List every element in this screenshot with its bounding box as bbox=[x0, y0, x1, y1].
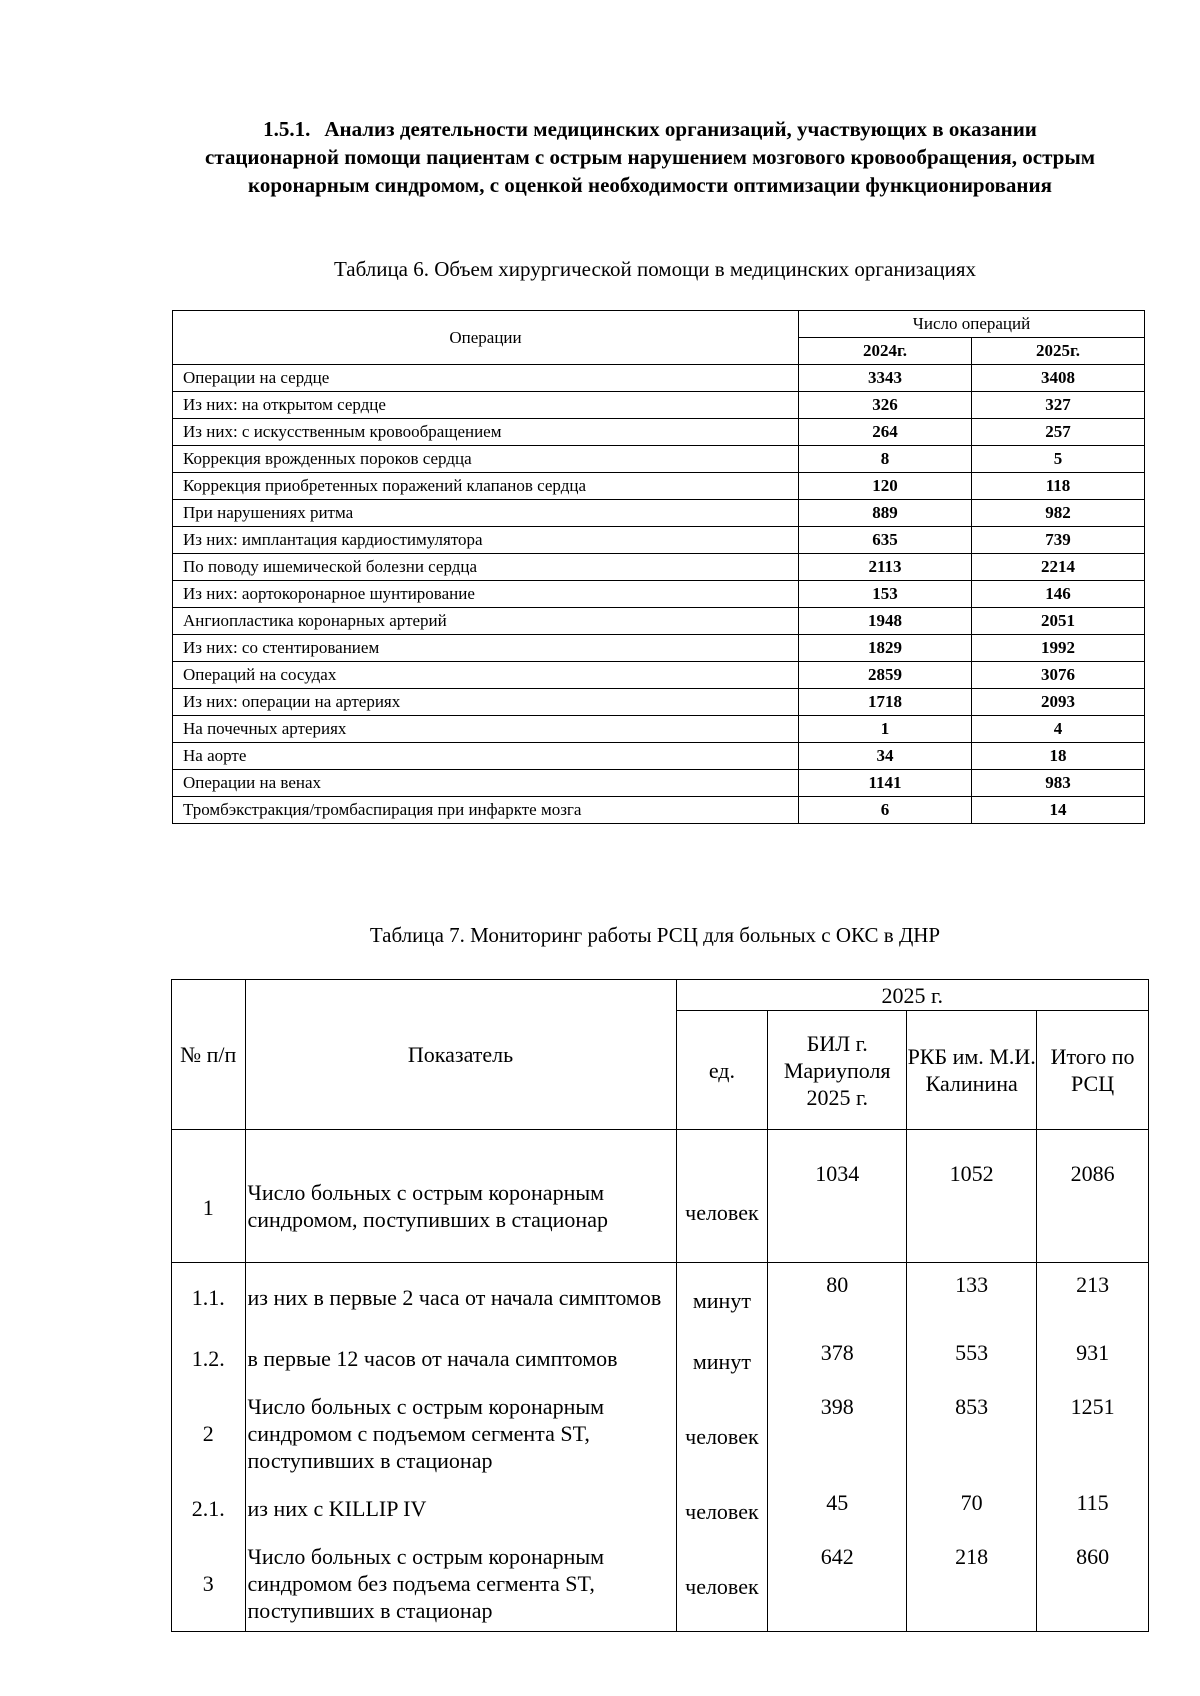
table6-caption: Таблица 6. Объем хирургической помощи в медицинских организациях bbox=[333, 257, 977, 281]
value-2025: 146 bbox=[972, 581, 1145, 608]
row-number: 3 bbox=[172, 1535, 246, 1632]
unit: человек bbox=[676, 1130, 768, 1263]
header-operation-count: Число операций bbox=[799, 311, 1145, 338]
operation-name: Из них: аортокоронарное шунтирование bbox=[173, 581, 799, 608]
value-2025: 2214 bbox=[972, 554, 1145, 581]
value-mariupol: 80 bbox=[768, 1263, 907, 1332]
row-number: 2 bbox=[172, 1385, 246, 1481]
header-year-2025: 2025г. bbox=[972, 338, 1145, 365]
value-2025: 257 bbox=[972, 419, 1145, 446]
table-row bbox=[173, 608, 1145, 635]
value-2024: 1718 bbox=[799, 689, 972, 716]
row-number: 1.1. bbox=[172, 1263, 246, 1332]
section-number: 1.5.1. bbox=[263, 117, 311, 141]
row-number: 2.1. bbox=[172, 1481, 246, 1535]
header-unit: ед. bbox=[676, 1011, 768, 1130]
operation-name: Из них: со стентированием bbox=[173, 635, 799, 662]
header-operations: Операции bbox=[173, 311, 799, 365]
value-kalinin: 1052 bbox=[907, 1130, 1037, 1263]
value-2025: 982 bbox=[972, 500, 1145, 527]
table-row bbox=[173, 716, 1145, 743]
operation-name: На почечных артериях bbox=[173, 716, 799, 743]
unit: человек bbox=[676, 1481, 768, 1535]
operation-name: Из них: на открытом сердце bbox=[173, 392, 799, 419]
value-mariupol: 378 bbox=[768, 1331, 907, 1385]
unit: человек bbox=[676, 1385, 768, 1481]
table-row bbox=[173, 689, 1145, 716]
surgical-operations-table bbox=[172, 310, 1145, 824]
value-2025: 14 bbox=[972, 797, 1145, 824]
value-2024: 326 bbox=[799, 392, 972, 419]
operation-name: На аорте bbox=[173, 743, 799, 770]
indicator-text: из них с KILLIP IV bbox=[245, 1481, 676, 1535]
table-row bbox=[173, 365, 1145, 392]
value-total: 860 bbox=[1037, 1535, 1149, 1632]
operation-name: Коррекция приобретенных поражений клапанов сердца bbox=[173, 473, 799, 500]
value-2025: 983 bbox=[972, 770, 1145, 797]
table-row bbox=[173, 662, 1145, 689]
value-2024: 153 bbox=[799, 581, 972, 608]
indicator-text: Число больных с острым коронарным синдромом без подъема сегмента ST, поступивших в стационар bbox=[245, 1535, 676, 1632]
table7-body bbox=[172, 1130, 1149, 1632]
operation-name: Тромбэкстракция/тромбаспирация при инфаркте мозга bbox=[173, 797, 799, 824]
value-2024: 1141 bbox=[799, 770, 972, 797]
value-mariupol: 1034 bbox=[768, 1130, 907, 1263]
value-mariupol: 642 bbox=[768, 1535, 907, 1632]
value-2024: 635 bbox=[799, 527, 972, 554]
value-2025: 5 bbox=[972, 446, 1145, 473]
table6-body bbox=[173, 365, 1145, 824]
unit: минут bbox=[676, 1263, 768, 1332]
value-total: 213 bbox=[1037, 1263, 1149, 1332]
value-total: 931 bbox=[1037, 1331, 1149, 1385]
table-row bbox=[172, 1535, 1149, 1632]
unit: человек bbox=[676, 1535, 768, 1632]
value-2025: 2093 bbox=[972, 689, 1145, 716]
operation-name: Из них: с искусственным кровообращением bbox=[173, 419, 799, 446]
table-row bbox=[172, 1481, 1149, 1535]
value-kalinin: 133 bbox=[907, 1263, 1037, 1332]
unit: минут bbox=[676, 1331, 768, 1385]
value-kalinin: 218 bbox=[907, 1535, 1037, 1632]
table7-caption: Таблица 7. Мониторинг работы РСЦ для больных с ОКС в ДНР bbox=[369, 923, 941, 947]
header-year-group: 2025 г. bbox=[676, 980, 1148, 1011]
table-row bbox=[172, 1331, 1149, 1385]
value-2025: 3076 bbox=[972, 662, 1145, 689]
value-2024: 1948 bbox=[799, 608, 972, 635]
table-row bbox=[173, 446, 1145, 473]
value-2025: 4 bbox=[972, 716, 1145, 743]
header-total-rsc: Итого по РСЦ bbox=[1037, 1011, 1149, 1130]
section-title: Анализ деятельности медицинских организаций, участвующих в оказании стационарной помощи пациентам с острым нарушением мозгового кровообращения, острым коронарным синдромом, с оценкой необходимости оптимизации функционирования bbox=[204, 117, 1096, 197]
value-2024: 1829 bbox=[799, 635, 972, 662]
value-2025: 18 bbox=[972, 743, 1145, 770]
operation-name: Операции на венах bbox=[173, 770, 799, 797]
value-total: 1251 bbox=[1037, 1385, 1149, 1481]
table-row bbox=[173, 635, 1145, 662]
value-2025: 327 bbox=[972, 392, 1145, 419]
value-2024: 2859 bbox=[799, 662, 972, 689]
table-row bbox=[173, 500, 1145, 527]
value-kalinin: 70 bbox=[907, 1481, 1037, 1535]
value-total: 2086 bbox=[1037, 1130, 1149, 1263]
value-2024: 889 bbox=[799, 500, 972, 527]
value-2024: 8 bbox=[799, 446, 972, 473]
table-row bbox=[173, 473, 1145, 500]
value-2024: 3343 bbox=[799, 365, 972, 392]
operation-name: Коррекция врожденных пороков сердца bbox=[173, 446, 799, 473]
indicator-text: Число больных с острым коронарным синдромом, поступивших в стационар bbox=[245, 1130, 676, 1263]
indicator-text: в первые 12 часов от начала симптомов bbox=[245, 1331, 676, 1385]
table-row bbox=[172, 1130, 1149, 1263]
operation-name: Ангиопластика коронарных артерий bbox=[173, 608, 799, 635]
header-year-2024: 2024г. bbox=[799, 338, 972, 365]
value-mariupol: 45 bbox=[768, 1481, 907, 1535]
table-row bbox=[173, 527, 1145, 554]
header-hospital-kalinin: РКБ им. М.И. Калинина bbox=[907, 1011, 1037, 1130]
section-heading bbox=[200, 115, 1100, 199]
table-row bbox=[173, 419, 1145, 446]
table-row bbox=[173, 797, 1145, 824]
operation-name: Операций на сосудах bbox=[173, 662, 799, 689]
value-kalinin: 853 bbox=[907, 1385, 1037, 1481]
value-2024: 1 bbox=[799, 716, 972, 743]
row-number: 1.2. bbox=[172, 1331, 246, 1385]
value-mariupol: 398 bbox=[768, 1385, 907, 1481]
value-2024: 34 bbox=[799, 743, 972, 770]
value-2025: 739 bbox=[972, 527, 1145, 554]
value-2025: 118 bbox=[972, 473, 1145, 500]
rsc-monitoring-table bbox=[171, 979, 1149, 1632]
operation-name: По поводу ишемической болезни сердца bbox=[173, 554, 799, 581]
header-indicator: Показатель bbox=[245, 980, 676, 1130]
value-2024: 2113 bbox=[799, 554, 972, 581]
value-2025: 3408 bbox=[972, 365, 1145, 392]
operation-name: Операции на сердце bbox=[173, 365, 799, 392]
value-2024: 120 bbox=[799, 473, 972, 500]
value-2025: 2051 bbox=[972, 608, 1145, 635]
table-row bbox=[173, 392, 1145, 419]
table-row bbox=[173, 770, 1145, 797]
table-row bbox=[172, 1263, 1149, 1332]
value-2024: 6 bbox=[799, 797, 972, 824]
value-2024: 264 bbox=[799, 419, 972, 446]
header-row-number: № п/п bbox=[172, 980, 246, 1130]
operation-name: Из них: операции на артериях bbox=[173, 689, 799, 716]
indicator-text: Число больных с острым коронарным синдромом с подъемом сегмента ST, поступивших в стационар bbox=[245, 1385, 676, 1481]
value-total: 115 bbox=[1037, 1481, 1149, 1535]
table-row bbox=[173, 581, 1145, 608]
operation-name: При нарушениях ритма bbox=[173, 500, 799, 527]
table-row bbox=[173, 554, 1145, 581]
value-2025: 1992 bbox=[972, 635, 1145, 662]
table-row bbox=[172, 1385, 1149, 1481]
header-hospital-mariupol: БИЛ г. Мариуполя 2025 г. bbox=[768, 1011, 907, 1130]
operation-name: Из них: имплантация кардиостимулятора bbox=[173, 527, 799, 554]
value-kalinin: 553 bbox=[907, 1331, 1037, 1385]
indicator-text: из них в первые 2 часа от начала симптомов bbox=[245, 1263, 676, 1332]
table-row bbox=[173, 743, 1145, 770]
row-number: 1 bbox=[172, 1130, 246, 1263]
